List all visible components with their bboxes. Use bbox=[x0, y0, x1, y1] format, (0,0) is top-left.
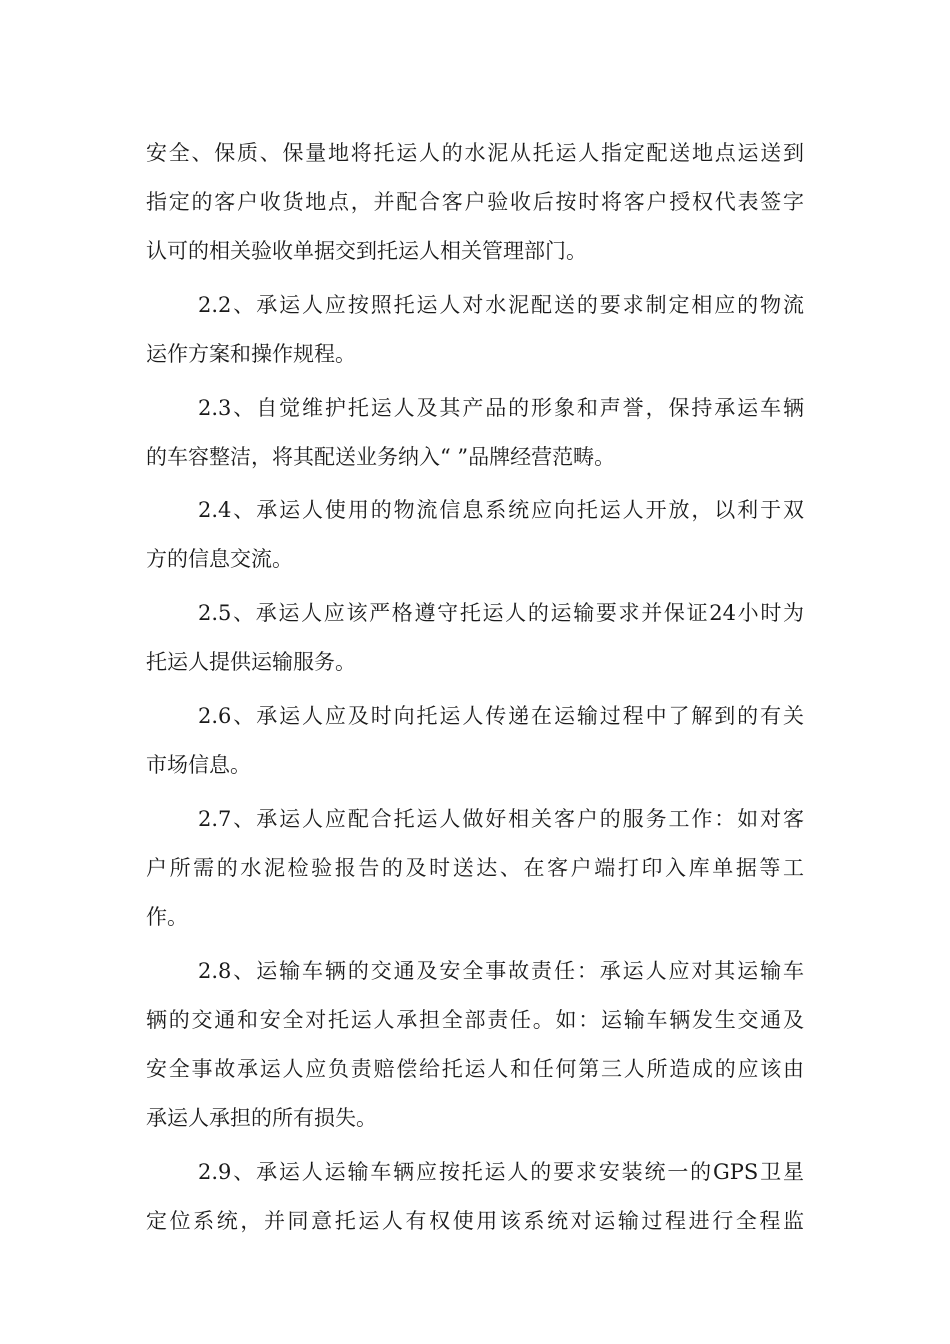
text-line: 定位系统，并同意托运人有权使用该系统对运输过程进行全程监 bbox=[146, 1209, 804, 1233]
paragraph-2-5-line: 2.5、承运人应该严格遵守托运人的运输要求并保证24小时为 bbox=[198, 601, 804, 625]
paragraph-2-9-line: 2.9、承运人运输车辆应按托运人的要求安装统一的GPS卫星 bbox=[198, 1160, 804, 1184]
text-line: 运作方案和操作规程。 bbox=[146, 342, 356, 366]
text-line: 安全、保质、保量地将托运人的水泥从托运人指定配送地点运送到 bbox=[146, 141, 804, 165]
text-line: 安全事故承运人应负责赔偿给托运人和任何第三人所造成的应该由 bbox=[146, 1057, 804, 1081]
text-line: 辆的交通和安全对托运人承担全部责任。如：运输车辆发生交通及 bbox=[146, 1008, 804, 1032]
text-line: 认可的相关验收单据交到托运人相关管理部门。 bbox=[146, 239, 587, 263]
paragraph-2-8-line: 2.8、运输车辆的交通及安全事故责任：承运人应对其运输车 bbox=[198, 959, 804, 983]
paragraph-2-6-line: 2.6、承运人应及时向托运人传递在运输过程中了解到的有关 bbox=[198, 704, 804, 728]
text-line: 市场信息。 bbox=[146, 753, 251, 777]
text-line: 的车容整洁，将其配送业务纳入“ ”品牌经营范畴。 bbox=[146, 445, 616, 469]
paragraph-2-3-line: 2.3、自觉维护托运人及其产品的形象和声誉，保持承运车辆 bbox=[198, 396, 804, 420]
text-line: 托运人提供运输服务。 bbox=[146, 650, 356, 674]
text-line: 作。 bbox=[146, 905, 188, 929]
paragraph-2-2-line: 2.2、承运人应按照托运人对水泥配送的要求制定相应的物流 bbox=[198, 293, 804, 317]
paragraph-2-4-line: 2.4、承运人使用的物流信息系统应向托运人开放，以利于双 bbox=[198, 498, 804, 522]
text-line: 承运人承担的所有损失。 bbox=[146, 1106, 377, 1130]
paragraph-2-7-line: 2.7、承运人应配合托运人做好相关客户的服务工作：如对客 bbox=[198, 807, 804, 831]
text-line: 户所需的水泥检验报告的及时送达、在客户端打印入库单据等工 bbox=[146, 856, 804, 880]
text-line: 指定的客户收货地点，并配合客户验收后按时将客户授权代表签字 bbox=[146, 190, 804, 214]
text-line: 方的信息交流。 bbox=[146, 547, 293, 571]
